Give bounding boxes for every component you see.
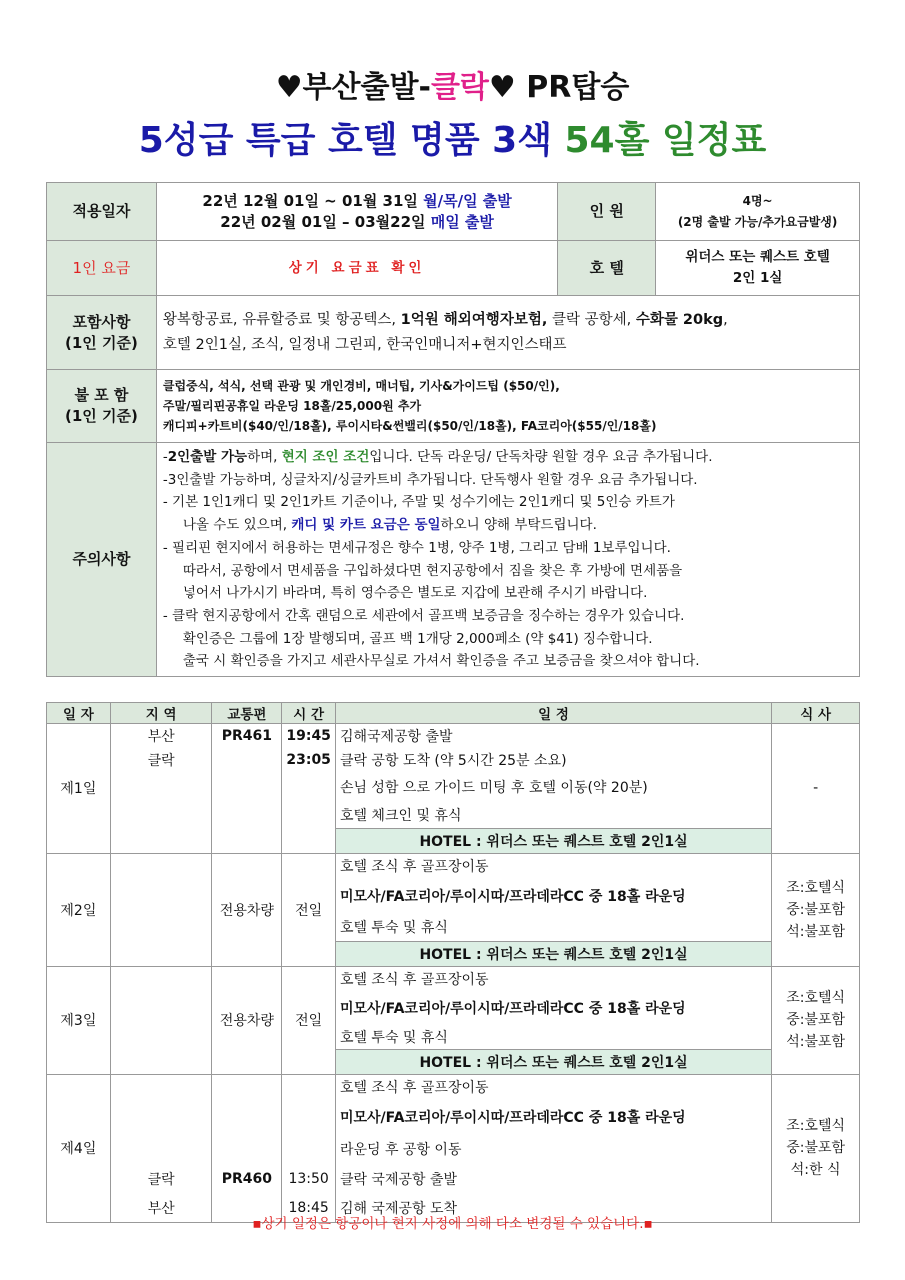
excluded-label [47,370,157,443]
header-meal: 식 사 [772,703,860,724]
table-row [47,1074,860,1100]
day3-meal [772,966,860,1074]
included-title: 포함사항 [72,312,131,331]
title-line-1 [0,62,905,106]
day1-item-1: 김해국제공항 출발 [335,724,771,749]
table-row [47,748,860,772]
hotel-label: 호 텔 [558,241,656,296]
people-value [656,183,860,241]
day4-meal-breakfast: 조:호텔식 [786,1118,846,1134]
included-basis: (1인 기준) [65,333,138,352]
note-1e: 입니다. 단독 라운딩/ 단독차량 원할 경우 요금 추가됩니다. [369,449,713,465]
day3-time: 전일 [282,966,336,1074]
day2-meal-dinner: 석:불포함 [786,923,846,940]
title-hotel-grade: 5성급 특급 호텔 명품 3색 [138,120,565,161]
table-row [47,802,860,828]
note-5: - 필리핀 현지에서 허용하는 면세규정은 향수 1병, 양주 1병, 그리고 담배 1보루입니다. [162,539,671,556]
included-baggage: 수화물 20kg [635,311,724,328]
note-4b: 캐디 및 카트 요금은 동일 [291,517,441,534]
day1-item-4: 호텔 체크인 및 휴식 [335,802,771,828]
note-3: - 기본 1인1캐디 및 2인1카트 기준이나, 주말 및 성수기에는 2인1캐디 및 5인승 카트가 [162,494,675,511]
day4-item-5: 김해 국제공항 도착 [335,1194,771,1222]
included-text-1e: , [723,311,728,328]
day4-region-1: 클락 [110,1164,212,1194]
day1-region-2: 클락 [110,748,212,772]
excluded-text-3: 캐디피+카트비($40/인/18홀), 루이시타&썬밸리($50/인/18홀), FA코리아($55/인/18홀) [162,419,657,433]
day3-label: 제3일 [47,966,111,1074]
hotel-room: 2인 1실 [732,270,783,286]
day2-meal-breakfast: 조:호텔식 [786,879,846,896]
note-1b: 2인출발 가능 [167,449,248,465]
day2-item-1: 호텔 조식 후 골프장이동 [335,853,771,879]
info-table [46,182,860,677]
day3-transport: 전용차량 [212,966,282,1074]
footer-note: ▪상기 일정은 항공이나 현지 사정에 의해 다소 변경될 수 있습니다.▪ [252,1216,653,1232]
day3-meal-lunch: 중:불포함 [786,1012,846,1028]
hotel-name: 위더스 또는 퀘스트 호텔 [685,249,830,265]
hotel-value [656,241,860,296]
header-transport: 교통편 [212,703,282,724]
header-itinerary: 일 정 [335,703,771,724]
notes-value [156,443,859,677]
apply-days-1: 월/목/일 출발 [423,191,512,210]
day3-meal-breakfast: 조:호텔식 [786,990,846,1006]
day3-item-1: 호텔 조식 후 골프장이동 [335,966,771,991]
note-2: -3인출발 가능하며, 싱글차지/싱글카트비 추가됩니다. 단독행사 원할 경우 요금 추가됩니다. [162,471,698,488]
price-label: 1인 요금 [47,241,157,296]
title-line-2 [0,112,905,163]
included-text-1c: 클락 공항세, [547,311,636,328]
day1-item-3: 손님 성함 으로 가이드 미팅 후 호텔 이동(약 20분) [335,772,771,802]
people-label: 인 원 [558,183,656,241]
day4-label: 제4일 [47,1074,111,1222]
included-text-2: 호텔 2인1실, 조식, 일정내 그린피, 한국인매니저+현지인스태프 [162,336,567,353]
note-1c: 하며, [247,449,282,465]
included-label [47,296,157,370]
title-destination: 클락 [430,70,489,105]
day4-flight: PR460 [212,1164,282,1194]
header-time: 시 간 [282,703,336,724]
day2-hotel: HOTEL : 위더스 또는 퀘스트 호텔 2인1실 [335,941,771,966]
excluded-text-1: 클럽중식, 석식, 선택 관광 및 개인경비, 매너팁, 기사&가이드팁 ($50/인), [162,379,560,393]
title-depart: ♥부산출발- [275,70,431,105]
table-row [47,1164,860,1194]
day3-item-3: 호텔 투숙 및 휴식 [335,1025,771,1050]
day2-transport: 전용차량 [212,853,282,966]
note-10: 출국 시 확인증을 가지고 세관사무실로 가셔서 확인증을 주고 보증금을 찾으셔야 합니다. [182,653,700,670]
day4-meal-dinner: 석:한 식 [790,1162,841,1178]
excluded-title: 불 포 함 [74,386,129,404]
day2-meal-lunch: 중:불포함 [786,901,846,918]
table-row [47,1134,860,1164]
excluded-text-2: 주말/필리핀공휴일 라운딩 18홀/25,000원 추가 [162,399,422,413]
excluded-basis: (1인 기준) [65,407,138,425]
included-insurance: 1억원 해외여행자보험, [400,311,548,328]
day2-item-3: 호텔 투숙 및 휴식 [335,913,771,941]
note-6: 따라서, 공항에서 면세품을 구입하셨다면 현지공항에서 짐을 찾은 후 가방에 면세품을 [182,562,683,579]
apply-period-1: 22년 12월 01일 ~ 01월 31일 [202,191,424,210]
note-9: 확인증은 그룹에 1장 발행되며, 골프 백 1개당 2,000페소 (약 $41) 징수합니다. [182,630,653,647]
day4-meal [772,1074,860,1222]
day1-meal: - [772,724,860,854]
day1-region-1: 부산 [110,724,212,749]
apply-date-label: 적용일자 [47,183,157,241]
day2-item-2: 미모사/FA코리아/루이시따/프라데라CC 중 18홀 라운딩 [335,879,771,913]
table-row [47,966,860,991]
note-1a: - [162,449,168,465]
day2-time: 전일 [282,853,336,966]
day2-label: 제2일 [47,853,111,966]
table-row [47,828,860,853]
excluded-value [156,370,859,443]
header-region: 지 역 [110,703,212,724]
table-row [47,1100,860,1134]
included-value [156,296,859,370]
included-text-1a: 왕복항공료, 유류할증료 및 항공텍스, [162,311,401,328]
note-4c: 하오니 양해 부탁드립니다. [440,517,597,534]
note-7: 넣어서 나가시기 바라며, 특히 영수증은 별도로 지갑에 보관해 주시기 바랍니다. [182,585,648,602]
day4-meal-lunch: 중:불포함 [786,1140,846,1156]
day4-item-2: 미모사/FA코리아/루이시따/프라데라CC 중 18홀 라운딩 [335,1100,771,1134]
note-4a: 나올 수도 있으며, [182,517,292,534]
note-8: - 클락 현지공항에서 간혹 랜덤으로 세관에서 골프백 보증금을 징수하는 경우가 있습니다. [162,607,685,624]
note-1d: 현지 조인 조건 [281,449,370,465]
day1-label: 제1일 [47,724,111,854]
price-value: 상기 요금표 확인 [156,241,557,296]
schedule-table [46,702,860,1223]
day4-item-3: 라운딩 후 공항 이동 [335,1134,771,1164]
day3-hotel: HOTEL : 위더스 또는 퀘스트 호텔 2인1실 [335,1049,771,1074]
title-holes: 54홀 일정표 [564,120,767,161]
day1-time-2: 23:05 [282,748,336,772]
day4-item-4: 클락 국제공항 출발 [335,1164,771,1194]
day3-meal-dinner: 석:불포함 [786,1034,846,1050]
day1-hotel: HOTEL : 위더스 또는 퀘스트 호텔 2인1실 [335,828,771,853]
apply-period-2: 22년 02월 01일 – 03월22일 [220,212,431,231]
table-row [47,724,860,749]
people-min: 4명~ [742,193,773,208]
header-date: 일 자 [47,703,111,724]
day4-item-1: 호텔 조식 후 골프장이동 [335,1074,771,1100]
day4-time-2: 18:45 [282,1194,336,1222]
notes-label: 주의사항 [47,443,157,677]
day1-item-2: 클락 공항 도착 (약 5시간 25분 소요) [335,748,771,772]
table-row [47,853,860,879]
day3-item-2: 미모사/FA코리아/루이시따/프라데라CC 중 18홀 라운딩 [335,991,771,1025]
people-note: (2명 출발 가능/추가요금발생) [677,214,838,229]
day1-time-1: 19:45 [282,724,336,749]
title-airline: ♥ PR탑승 [488,70,630,105]
table-row [47,772,860,802]
day4-time-1: 13:50 [282,1164,336,1194]
apply-date-value [156,183,557,241]
day4-region-2: 부산 [110,1194,212,1222]
day1-flight: PR461 [212,724,282,749]
day2-meal [772,853,860,966]
apply-days-2: 매일 출발 [430,212,494,231]
